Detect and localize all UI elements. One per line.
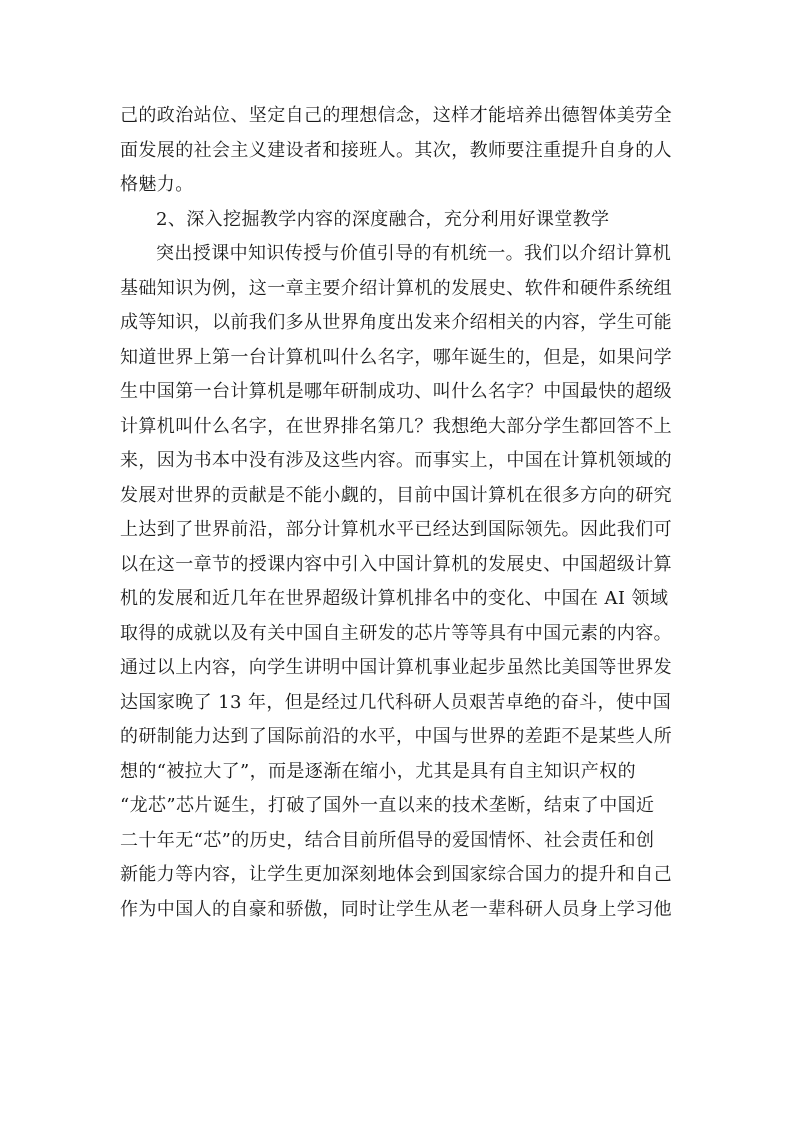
text-line: 上达到了世界前沿，部分计算机水平已经达到国际领先。因此我们可 xyxy=(120,519,672,540)
text-line: 面发展的社会主义建设者和接班人。其次，教师要注重提升自身的人 xyxy=(120,139,672,161)
text-line: 机的发展和近几年在世界超级计算机排名中的变化、中国在 AI 领域 xyxy=(120,588,669,609)
text-line: 作为中国人的自豪和骄傲，同时让学生从老一辈科研人员身上学习他 xyxy=(120,898,672,920)
text-line: 二十年无“芯”的历史，结合目前所倡导的爱国情怀、社会责任和创 xyxy=(120,829,655,851)
text-line: 以在这一章节的授课内容中引入中国计算机的发展史、中国超级计算 xyxy=(120,553,672,575)
text-line: 己的政治站位、坚定自己的理想信念，这样才能培养出德智体美劳全 xyxy=(120,105,672,126)
text-line: 格魅力。 xyxy=(120,174,194,195)
section-heading: 2、深入挖掘教学内容的深度融合，充分利用好课堂教学 xyxy=(156,208,610,230)
text-line: 突出授课中知识传授与价值引导的有机统一。我们以介绍计算机 xyxy=(156,243,672,264)
text-line: “龙芯”芯片诞生，打破了国外一直以来的技术垄断，结束了中国近 xyxy=(120,795,655,816)
text-line: 取得的成就以及有关中国自主研发的芯片等等具有中国元素的内容。 xyxy=(120,622,672,644)
text-line: 基础知识为例，这一章主要介绍计算机的发展史、软件和硬件系统组 xyxy=(120,277,672,299)
text-line: 成等知识，以前我们多从世界角度出发来介绍相关的内容，学生可能 xyxy=(120,312,672,333)
text-line: 新能力等内容，让学生更加深刻地体会到国家综合国力的提升和自己 xyxy=(120,864,672,885)
text-line: 计算机叫什么名字，在世界排名第几？我想绝大部分学生都回答不上 xyxy=(120,415,672,437)
text-line: 通过以上内容，向学生讲明中国计算机事业起步虽然比美国等世界发 xyxy=(120,657,672,678)
text-line: 想的“被拉大了”，而是逐渐在缩小，尤其是具有自主知识产权的 xyxy=(120,760,637,782)
text-line: 达国家晚了 13 年，但是经过几代科研人员艰苦卓绝的奋斗，使中国 xyxy=(120,691,672,713)
text-line: 来，因为书本中没有涉及这些内容。而事实上，中国在计算机领域的 xyxy=(120,450,672,471)
text-line: 生中国第一台计算机是哪年研制成功、叫什么名字？中国最快的超级 xyxy=(120,381,672,402)
text-line: 发展对世界的贡献是不能小觑的，目前中国计算机在很多方向的研究 xyxy=(120,484,672,506)
text-line: 知道世界上第一台计算机叫什么名字，哪年诞生的，但是，如果问学 xyxy=(120,346,672,368)
body-text xyxy=(120,99,680,927)
text-line: 的研制能力达到了国际前沿的水平，中国与世界的差距不是某些人所 xyxy=(120,726,672,747)
